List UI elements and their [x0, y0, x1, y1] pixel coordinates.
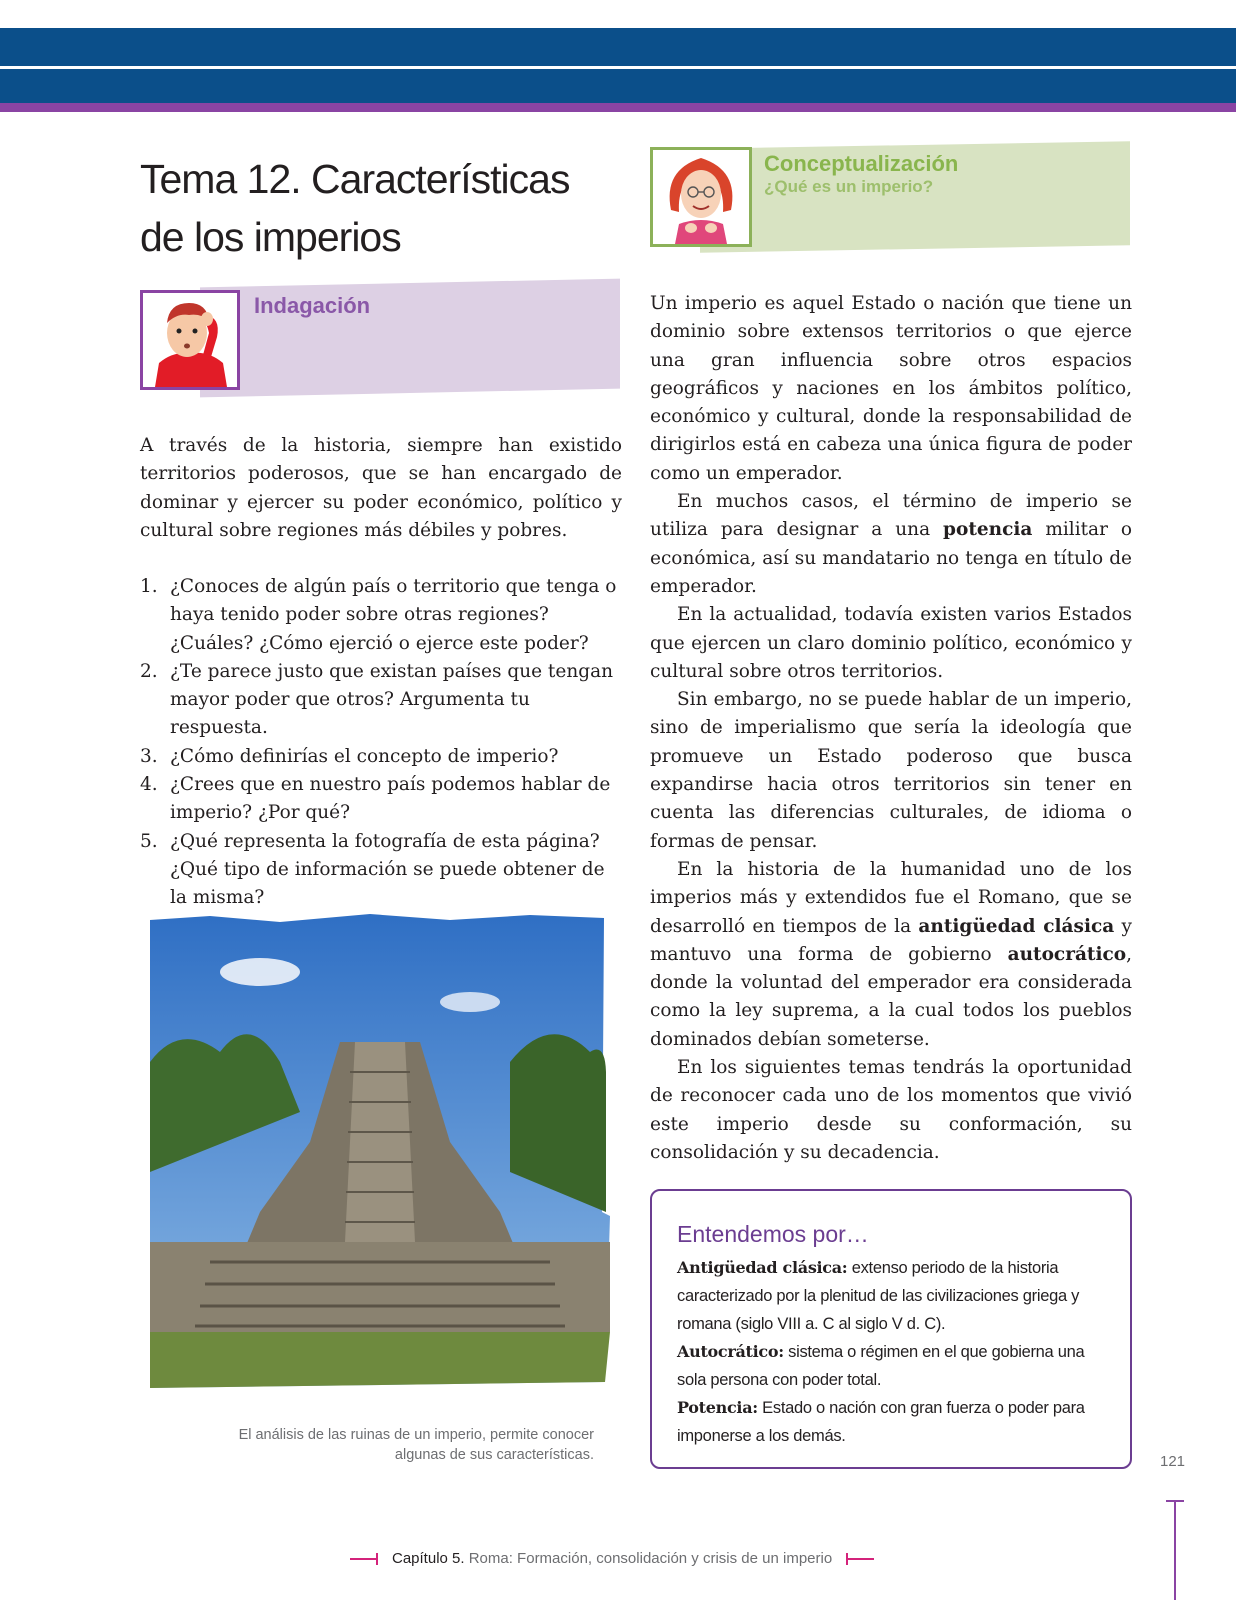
- header-band: [0, 28, 1236, 66]
- text-span: y mantuvo una forma de gobierno: [650, 915, 1132, 965]
- bold-term: antigüedad clásica: [918, 915, 1115, 937]
- conceptualizacion-heading: Conceptualización: [764, 151, 959, 176]
- text-span: , donde la voluntad del emperador era considerada como la ley suprema, a la cual todos los pueblos dominados debían someterse.: [650, 943, 1132, 1050]
- question-text: ¿Te parece justo que existan países que tengan mayor poder que otros? Argumenta tu respuesta.: [170, 660, 614, 739]
- question-item: [140, 743, 622, 771]
- bold-term: autocrático: [1007, 943, 1127, 965]
- body-paragraph: En la actualidad, todavía existen varios Estados que ejercen un claro dominio político, económico y cultural sobre otros territorios.: [650, 604, 1132, 682]
- body-paragraph: Sin embargo, no se puede hablar de un imperio, sino de imperialismo que sería la ideología que promueve un Estado poderoso que busca expandirse hacia otros territorios sin tener en cuenta las diferencias culturales, de idioma o formas de pensar.: [650, 689, 1132, 852]
- question-item: [140, 828, 622, 913]
- glossary-item: [677, 1338, 1117, 1394]
- question-text: ¿Qué representa la fotografía de esta página? ¿Qué tipo de información se puede obtener de la misma?: [170, 830, 605, 909]
- glossary-definition: Estado o nación con gran fuerza o poder para imponerse a los demás.: [677, 1399, 1085, 1445]
- question-text: ¿Conoces de algún país o territorio que tenga o haya tenido poder sobre otras regiones? ¿Cuáles? ¿Cómo ejerció o ejerce este poder?: [170, 576, 617, 654]
- intro-paragraph: A través de la historia, siempre han existido territorios poderosos, que se han encargado de dominar y ejercer su poder económico, político y cultural sobre regiones más débiles y pobres.: [140, 435, 622, 541]
- question-text: ¿Cómo definirías el concepto de imperio?: [170, 745, 559, 767]
- header-band-lower: [0, 69, 1236, 103]
- indagacion-heading: Indagación: [254, 293, 371, 318]
- margin-rule: [1174, 1500, 1176, 1600]
- text-span: En muchos casos, el término de imperio se utiliza para designar a una: [650, 491, 1132, 541]
- question-number: 2.: [140, 660, 158, 682]
- glossary-term: Potencia:: [677, 1398, 758, 1417]
- glossary-item: [677, 1254, 1117, 1338]
- page-title: [140, 150, 610, 266]
- question-text: ¿Crees que en nuestro país podemos hablar de imperio? ¿Por qué?: [170, 774, 611, 824]
- pyramid-ruins-photo: [150, 912, 610, 1392]
- photo-caption: [190, 1425, 594, 1465]
- glossary-definition: sistema o régimen en el que gobierna una sola persona con poder total.: [677, 1343, 1085, 1389]
- question-item: [140, 771, 622, 828]
- title-line-1: Tema 12. Características: [140, 156, 570, 202]
- body-paragraph: En los siguientes temas tendrás la oportunidad de reconocer cada uno de los momentos que vivió este imperio desde su conformación, su consolidación y su decadencia.: [650, 1057, 1132, 1163]
- caption-line-1: El análisis de las ruinas de un imperio, permite conocer: [238, 1427, 594, 1443]
- glossary-item: [677, 1394, 1117, 1450]
- glossary-definition: extenso periodo de la historia caracterizado por la plenitud de las civilizaciones griega y romana (siglo VIII a. C al siglo V d. C).: [677, 1259, 1080, 1333]
- question-number: 4.: [140, 774, 158, 796]
- chapter-footer: [350, 1550, 874, 1567]
- footer-chapter: Capítulo 5.: [392, 1550, 465, 1567]
- text-span: En la historia de la humanidad uno de los imperios más y extendidos fue el Romano, que se desarrolló en tiempos de la: [650, 858, 1132, 937]
- header-accent-stripe: [0, 103, 1236, 112]
- thinking-boy-icon: [140, 290, 240, 390]
- girl-avatar-icon: [650, 147, 752, 247]
- conceptualizacion-subheading: ¿Qué es un imperio?: [764, 177, 934, 196]
- question-item: [140, 658, 622, 743]
- glossary-term: Autocrático:: [677, 1342, 784, 1361]
- glossary-term: Antigüedad clásica:: [677, 1258, 848, 1277]
- footer-dash-left: [350, 1558, 378, 1560]
- body-paragraph: [650, 856, 1132, 1054]
- title-line-2: de los imperios: [140, 214, 401, 260]
- page-number: 121: [1160, 1453, 1186, 1470]
- footer-chapter-title: Roma: Formación, consolidación y crisis de un imperio: [464, 1550, 833, 1567]
- bold-term: potencia: [943, 519, 1033, 541]
- question-list: [140, 573, 622, 913]
- glossary-list: [677, 1254, 1117, 1450]
- text-span: militar o económica, así su mandatario no tenga en título de emperador.: [650, 519, 1132, 597]
- glossary-title: Entendemos por…: [677, 1221, 869, 1247]
- indagacion-intro: [140, 432, 622, 545]
- question-number: 1.: [140, 576, 158, 597]
- question-item: [140, 573, 622, 658]
- body-paragraph: [650, 488, 1132, 601]
- question-number: 5.: [140, 830, 158, 852]
- body-paragraph: Un imperio es aquel Estado o nación que tiene un dominio sobre extensos territorios o que ejerce una gran influencia sobre otros espacios geográficos y naciones en los ámbitos político, económico y cultural, donde la responsabilidad de dirigirlos está en cabeza una única figura de poder como un emperador.: [650, 293, 1132, 484]
- question-number: 3.: [140, 745, 158, 767]
- conceptualizacion-body: [650, 290, 1132, 1167]
- footer-dash-right: [846, 1558, 874, 1560]
- caption-line-2: algunas de sus características.: [394, 1447, 594, 1463]
